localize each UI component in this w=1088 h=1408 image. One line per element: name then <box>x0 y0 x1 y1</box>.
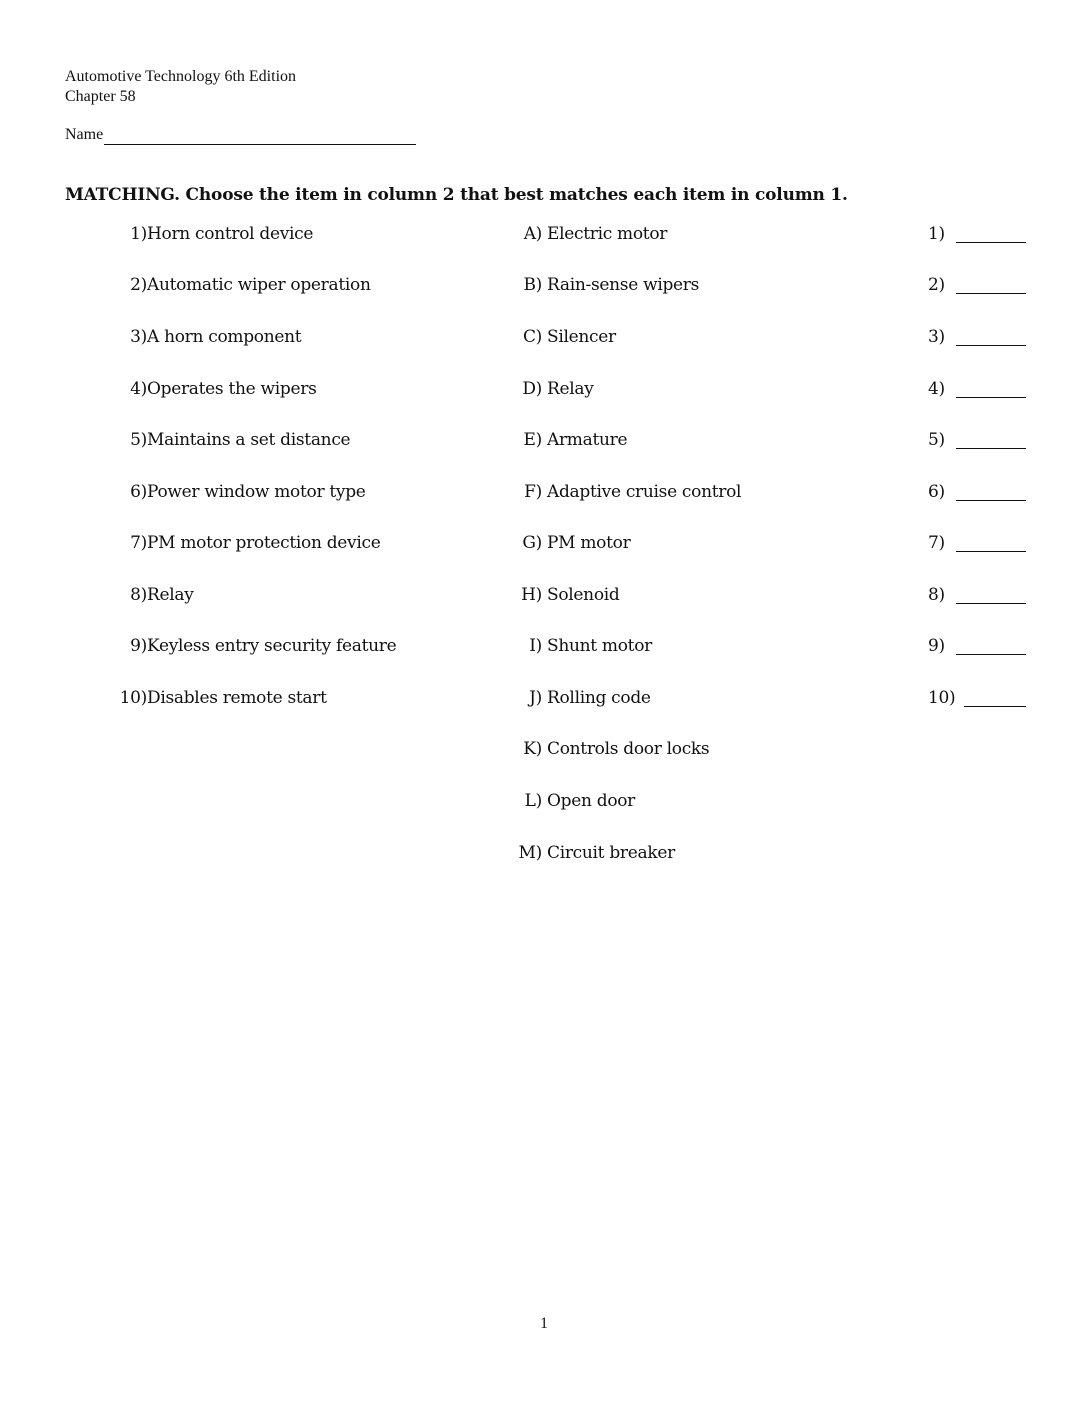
item-text: A horn component <box>147 327 302 347</box>
answer-number: 7) <box>928 533 945 553</box>
page-number: 1 <box>540 1315 548 1332</box>
choice-label: H) <box>521 585 542 605</box>
item-text: Disables remote start <box>147 688 327 708</box>
answer-blank[interactable] <box>956 345 1026 346</box>
answer-number: 8) <box>928 585 945 605</box>
answer-number: 5) <box>928 430 945 450</box>
choice-text: Rolling code <box>547 688 651 708</box>
item-text: Keyless entry security feature <box>147 636 397 656</box>
choice-text: Controls door locks <box>547 739 710 759</box>
answer-blank[interactable] <box>956 448 1026 449</box>
document-title: Automotive Technology 6th Edition <box>65 68 297 85</box>
extra-choice-row <box>0 841 1088 865</box>
choice-label: L) <box>524 791 542 811</box>
choice-text: Shunt motor <box>547 636 652 656</box>
matching-row <box>0 583 1088 607</box>
name-field[interactable] <box>104 128 416 145</box>
choice-label: C) <box>522 327 542 347</box>
matching-row <box>0 273 1088 297</box>
answer-number: 2) <box>928 275 945 295</box>
item-text: Maintains a set distance <box>147 430 351 450</box>
choice-text: Silencer <box>547 327 616 347</box>
matching-row <box>0 428 1088 452</box>
choice-text: Adaptive cruise control <box>547 482 742 502</box>
choice-text: Solenoid <box>547 585 620 605</box>
extra-choice-row <box>0 789 1088 813</box>
item-number: 3) <box>130 327 147 347</box>
choice-text: Rain-sense wipers <box>547 275 700 295</box>
item-number: 1) <box>130 224 147 244</box>
answer-blank[interactable] <box>956 654 1026 655</box>
choice-text: PM motor <box>547 533 631 553</box>
choice-label: M) <box>518 843 542 863</box>
choice-label: A) <box>523 224 542 244</box>
matching-row <box>0 377 1088 401</box>
choice-text: Armature <box>547 430 628 450</box>
item-text: Power window motor type <box>147 482 366 502</box>
item-number: 7) <box>130 533 147 553</box>
item-number: 5) <box>130 430 147 450</box>
item-number: 8) <box>130 585 147 605</box>
name-field-row <box>65 125 416 145</box>
choice-label: D) <box>522 379 542 399</box>
item-number: 10) <box>119 688 147 708</box>
choice-text: Open door <box>547 791 636 811</box>
matching-row <box>0 325 1088 349</box>
name-label: Name <box>65 126 104 143</box>
item-number: 4) <box>130 379 147 399</box>
item-text: Relay <box>147 585 194 605</box>
matching-row <box>0 686 1088 710</box>
answer-blank[interactable] <box>956 397 1026 398</box>
item-number: 6) <box>130 482 147 502</box>
choice-label: I) <box>529 636 542 656</box>
choice-label: F) <box>524 482 542 502</box>
answer-blank[interactable] <box>956 500 1026 501</box>
answer-number: 6) <box>928 482 945 502</box>
item-text: Operates the wipers <box>147 379 317 399</box>
answer-number: 9) <box>928 636 945 656</box>
extra-choice-row <box>0 737 1088 761</box>
choice-label: G) <box>522 533 542 553</box>
item-number: 9) <box>130 636 147 656</box>
item-number: 2) <box>130 275 147 295</box>
matching-row <box>0 531 1088 555</box>
item-text: Horn control device <box>147 224 314 244</box>
matching-row <box>0 634 1088 658</box>
item-text: Automatic wiper operation <box>147 275 371 295</box>
choice-label: E) <box>523 430 542 450</box>
answer-blank[interactable] <box>956 242 1026 243</box>
answer-blank[interactable] <box>956 293 1026 294</box>
choice-label: J) <box>529 688 542 708</box>
choice-text: Relay <box>547 379 594 399</box>
answer-number: 4) <box>928 379 945 399</box>
item-text: PM motor protection device <box>147 533 381 553</box>
choice-text: Electric motor <box>547 224 668 244</box>
choice-text: Circuit breaker <box>547 843 675 863</box>
answer-number: 1) <box>928 224 945 244</box>
matching-row <box>0 480 1088 504</box>
matching-row <box>0 222 1088 246</box>
answer-number: 3) <box>928 327 945 347</box>
answer-blank[interactable] <box>956 551 1026 552</box>
choice-label: B) <box>523 275 542 295</box>
chapter-label: Chapter 58 <box>65 88 136 105</box>
answer-number: 10) <box>928 688 956 708</box>
answer-blank[interactable] <box>956 603 1026 604</box>
choice-label: K) <box>523 739 542 759</box>
answer-blank[interactable] <box>964 706 1026 707</box>
instructions: MATCHING. Choose the item in column 2 that best matches each item in column 1. <box>65 185 848 205</box>
